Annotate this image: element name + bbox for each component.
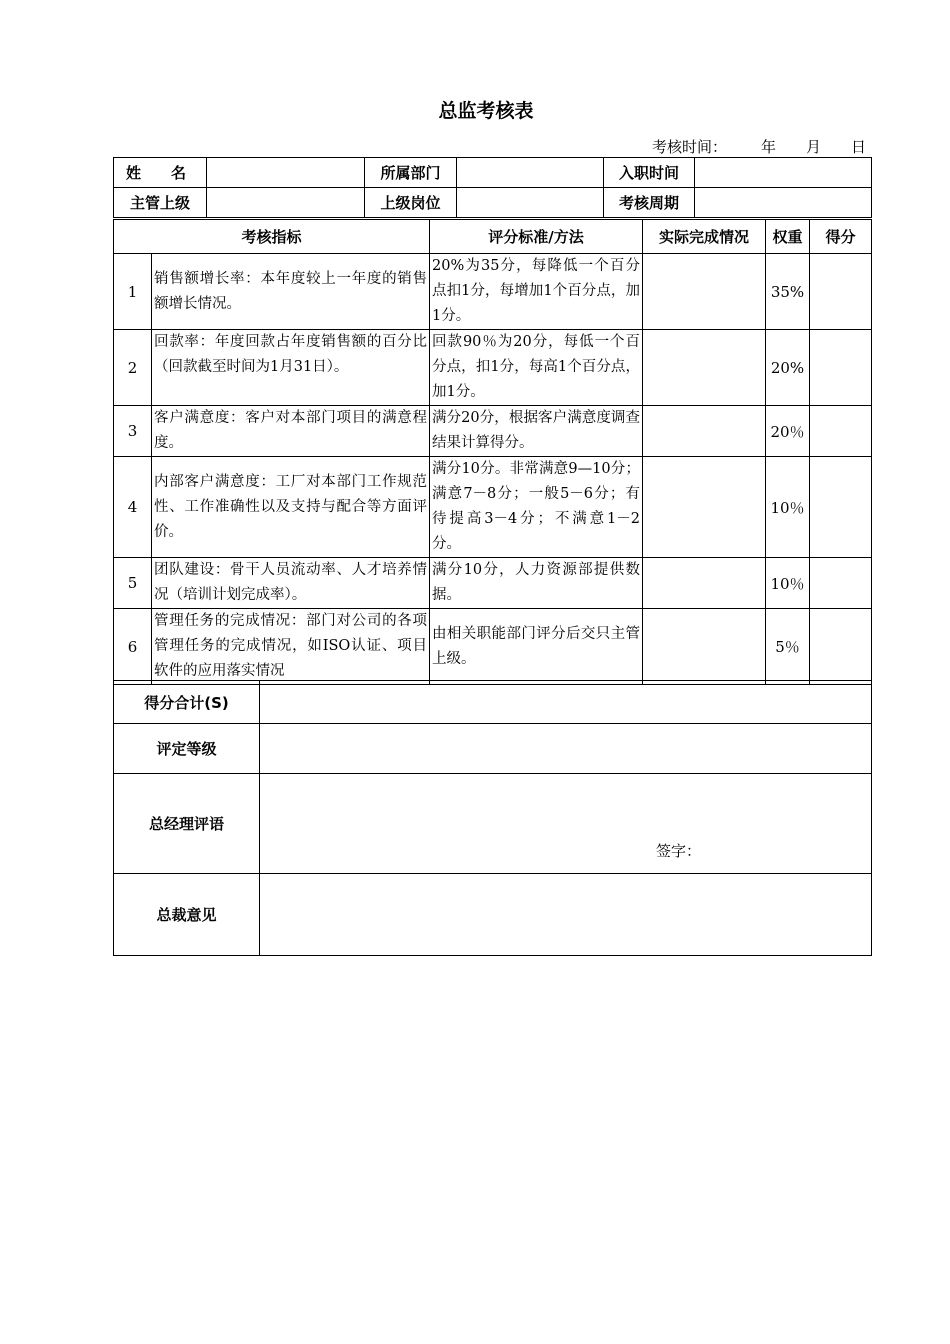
actual-field[interactable] <box>643 609 766 685</box>
row-number: 1 <box>114 254 152 330</box>
hire-date-field[interactable] <box>695 158 872 188</box>
cycle-field[interactable] <box>695 188 872 218</box>
actual-field[interactable] <box>643 254 766 330</box>
standard-text: 满分10分。非常满意9—10分；满意7－8分；一般5－6分；有待提高3－4分；不满意1－2分。 <box>430 457 643 558</box>
indicator-table <box>113 219 872 685</box>
row-number: 2 <box>114 330 152 406</box>
standard-text: 20%为35分，每降低一个百分点扣1分，每增加1个百分点，加1分。 <box>430 254 643 330</box>
grade-field[interactable] <box>260 724 872 774</box>
hire-date-label: 入职时间 <box>604 158 695 188</box>
score-field[interactable] <box>810 609 872 685</box>
actual-field[interactable] <box>643 330 766 406</box>
assessment-date-label: 考核时间： <box>652 138 728 156</box>
weight-value: 20％ <box>766 406 810 457</box>
total-score-field[interactable] <box>260 681 872 724</box>
grade-label: 评定等级 <box>114 724 260 774</box>
year-label: 年 <box>761 138 777 156</box>
name-label: 姓 名 <box>114 158 207 188</box>
standard-text: 回款90％为20分，每低一个百分点，扣1分，每高1个百分点，加1分。 <box>430 330 643 406</box>
president-opinion-label: 总裁意见 <box>114 874 260 956</box>
score-column-header: 得分 <box>810 220 872 254</box>
name-field[interactable] <box>207 158 365 188</box>
table-row <box>114 558 872 609</box>
indicator-text: 管理任务的完成情况：部门对公司的各项管理任务的完成情况，如ISO认证、项目软件的应用落实情况 <box>152 609 430 685</box>
standard-text: 由相关职能部门评分后交只主管上级。 <box>430 609 643 685</box>
signature-label: 签字： <box>656 842 702 860</box>
assessment-date-line <box>652 136 866 157</box>
score-field[interactable] <box>810 330 872 406</box>
weight-value: 20% <box>766 330 810 406</box>
indicator-text: 团队建设：骨干人员流动率、人才培养情况（培训计划完成率）。 <box>152 558 430 609</box>
indicator-column-header: 考核指标 <box>114 220 430 254</box>
page-title: 总监考核表 <box>438 100 534 122</box>
table-row <box>114 609 872 685</box>
total-score-label: 得分合计(S) <box>114 681 260 724</box>
indicator-text: 销售额增长率：本年度较上一年度的销售额增长情况。 <box>152 254 430 330</box>
score-field[interactable] <box>810 406 872 457</box>
day-label: 日 <box>851 138 867 156</box>
weight-value: 35% <box>766 254 810 330</box>
standard-text: 满分10分，人力资源部提供数据。 <box>430 558 643 609</box>
score-field[interactable] <box>810 457 872 558</box>
row-number: 5 <box>114 558 152 609</box>
gm-comment-label: 总经理评语 <box>114 774 260 874</box>
superior-post-label: 上级岗位 <box>365 188 457 218</box>
table-row <box>114 457 872 558</box>
month-label: 月 <box>806 138 822 156</box>
cycle-label: 考核周期 <box>604 188 695 218</box>
supervisor-field[interactable] <box>207 188 365 218</box>
actual-field[interactable] <box>643 406 766 457</box>
supervisor-label: 主管上级 <box>114 188 207 218</box>
department-field[interactable] <box>457 158 604 188</box>
info-table <box>113 157 872 218</box>
row-number: 3 <box>114 406 152 457</box>
gm-comment-field[interactable] <box>260 774 872 874</box>
row-number: 6 <box>114 609 152 685</box>
indicator-text: 回款率：年度回款占年度销售额的百分比（回款截至时间为1月31日）。 <box>152 330 430 406</box>
row-number: 4 <box>114 457 152 558</box>
superior-post-field[interactable] <box>457 188 604 218</box>
standard-text: 满分20分，根据客户满意度调查结果计算得分。 <box>430 406 643 457</box>
standard-column-header: 评分标准/方法 <box>430 220 643 254</box>
weight-value: 5％ <box>766 609 810 685</box>
weight-column-header: 权重 <box>766 220 810 254</box>
indicator-text: 内部客户满意度：工厂对本部门工作规范性、工作准确性以及支持与配合等方面评价。 <box>152 457 430 558</box>
table-row <box>114 254 872 330</box>
weight-value: 10％ <box>766 558 810 609</box>
actual-field[interactable] <box>643 457 766 558</box>
indicator-text: 客户满意度：客户对本部门项目的满意程度。 <box>152 406 430 457</box>
weight-value: 10％ <box>766 457 810 558</box>
actual-field[interactable] <box>643 558 766 609</box>
actual-column-header: 实际完成情况 <box>643 220 766 254</box>
president-opinion-field[interactable] <box>260 874 872 956</box>
department-label: 所属部门 <box>365 158 457 188</box>
summary-table <box>113 680 872 956</box>
score-field[interactable] <box>810 558 872 609</box>
score-field[interactable] <box>810 254 872 330</box>
table-row <box>114 330 872 406</box>
table-row <box>114 406 872 457</box>
